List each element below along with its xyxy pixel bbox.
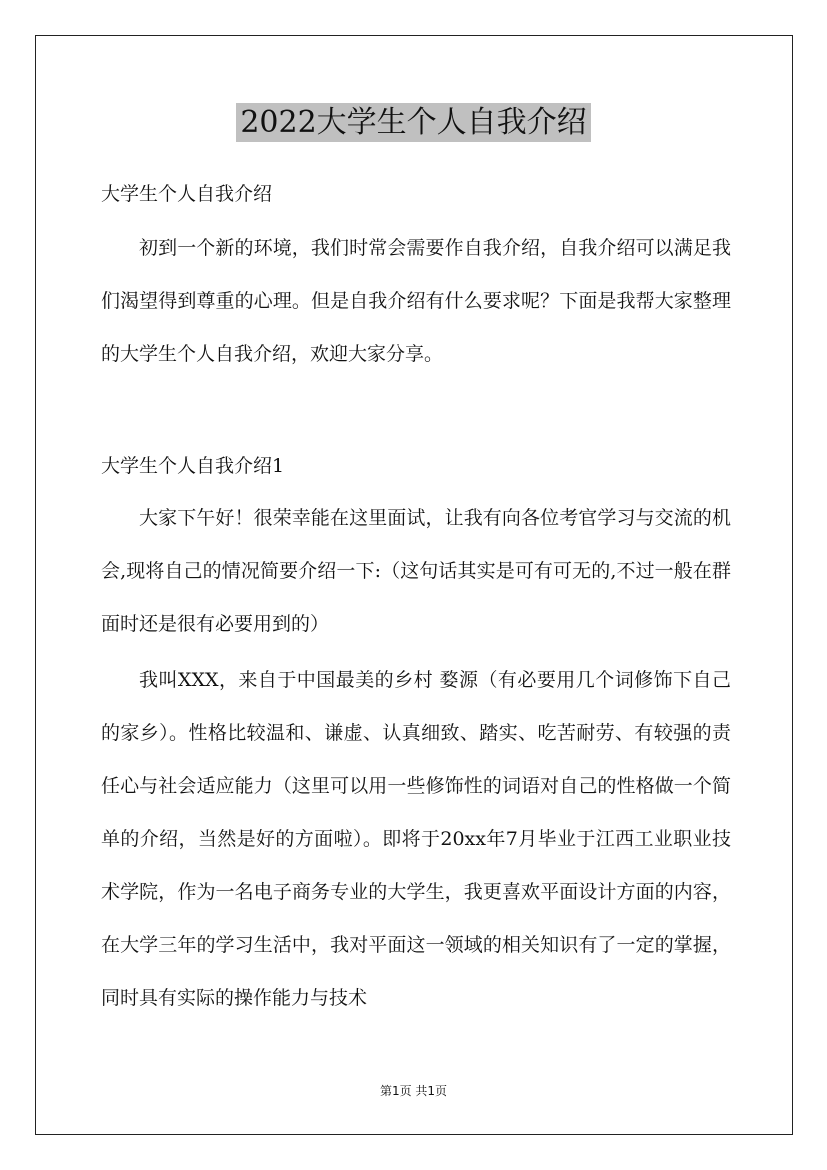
document-title-text: 2022大学生个人自我介绍 — [236, 103, 590, 142]
section-heading-1: 大学生个人自我介绍1 — [101, 455, 285, 477]
body-paragraph-2: 我叫XXX，来自于中国最美的乡村 婺源（有必要用几个词修饰下自己的家乡）。性格比较温和、谦虚、认真细致、踏实、吃苦耐劳、有较强的责任心与社会适应能力（这里可以用一些修饰性的词语对自己的性格做一个简单的介绍，当然是好的方面啦）。即将于20xx年7月毕业于江西工业职业技术学院，作为一名电子商务专业的大学生，我更喜欢平面设计方面的内容，在大学三年的学习生活中，我对平面这一领域的相关知识有了一定的掌握，同时具有实际的操作能力与技术 — [101, 669, 731, 1009]
page-footer: 第1页 共1页 — [379, 1084, 448, 1098]
section-heading-intro: 大学生个人自我介绍 — [101, 183, 273, 205]
body-paragraph-1: 大家下午好！很荣幸能在这里面试，让我有向各位考官学习与交流的机会,现将自己的情况简要介绍一下:（这句话其实是可有可无的,不过一般在群面时还是很有必要用到的） — [101, 507, 731, 635]
document-title — [0, 98, 827, 148]
intro-paragraph: 初到一个新的环境，我们时常会需要作自我介绍，自我介绍可以满足我们渴望得到尊重的心理。但是自我介绍有什么要求呢？下面是我帮大家整理的大学生个人自我介绍，欢迎大家分享。 — [101, 237, 731, 365]
